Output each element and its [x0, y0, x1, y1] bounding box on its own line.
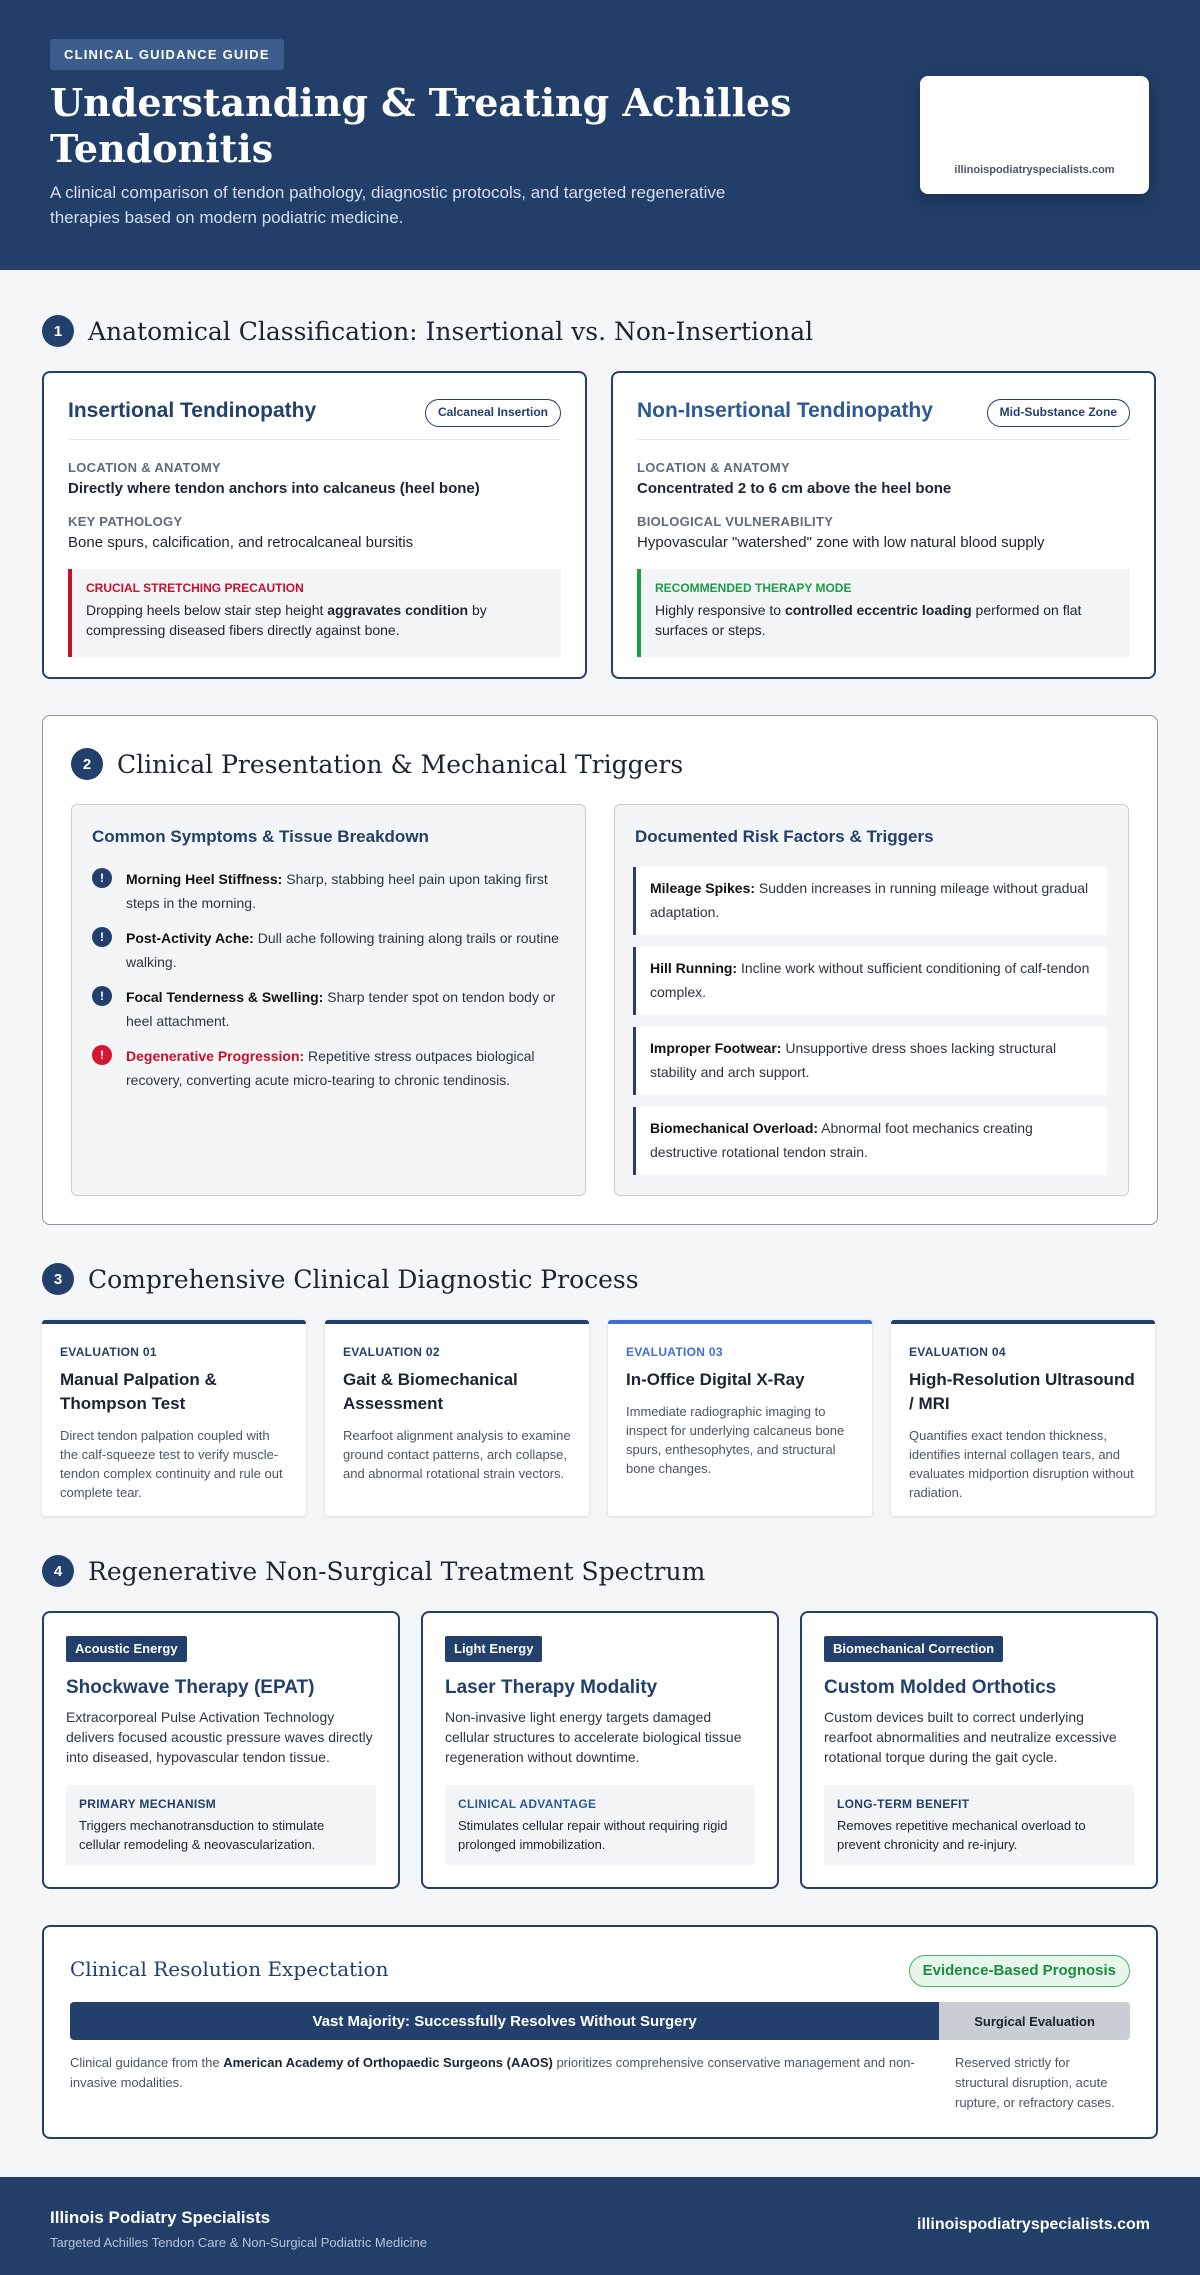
page-title: Understanding & Treating Achilles Tendonitis	[50, 80, 792, 171]
page-header	[0, 0, 1200, 270]
resolution-bar	[70, 2002, 1130, 2040]
list-item: ! Post-Activity Ache: Dull ache following training along trails or routine walking.	[92, 926, 562, 974]
treatment-detail: CLINICAL ADVANTAGE Stimulates cellular repair without requiring rigid prolonged immobilization.	[445, 1785, 755, 1865]
resolution-note: Clinical guidance from the American Academy of Orthopaedic Surgeons (AAOS) prioritizes comprehensive conservative management and non-invasive modalities.	[70, 2055, 915, 2090]
precaution-note	[68, 569, 561, 657]
evaluation-label: EVALUATION 03	[626, 1345, 723, 1359]
treatment-card	[800, 1611, 1158, 1889]
treatment-tag: Biomechanical Correction	[824, 1636, 1003, 1662]
evaluation-card	[608, 1320, 872, 1516]
panel-title: Common Symptoms & Tissue Breakdown	[92, 827, 429, 846]
risk-factors-panel	[614, 804, 1129, 1196]
alert-icon: !	[92, 927, 112, 947]
surgical-note: Reserved strictly for structural disruption, acute rupture, or refractory cases.	[955, 2055, 1115, 2110]
evaluation-label: EVALUATION 01	[60, 1345, 157, 1359]
evaluation-desc: Quantifies exact tendon thickness, identifies internal collagen tears, and evaluates midportion disruption without radiation.	[909, 1428, 1134, 1500]
evaluation-label: EVALUATION 02	[343, 1345, 440, 1359]
evaluation-card	[891, 1320, 1155, 1516]
evaluation-desc: Immediate radiographic imaging to inspect for underlying calcaneus bone spurs, enthesophytes, and structural bone changes.	[626, 1404, 845, 1476]
evaluation-desc: Rearfoot alignment analysis to examine ground contact patterns, arch collapse, and abnormal rotational strain vectors.	[343, 1428, 571, 1481]
treatment-detail: LONG-TERM BENEFIT Removes repetitive mechanical overload to prevent chronicity and re-injury.	[824, 1785, 1134, 1865]
evaluation-title: Manual Palpation & Thompson Test	[60, 1370, 217, 1413]
alert-icon: !	[92, 986, 112, 1006]
footer-website-link[interactable]: illinoispodiatryspecialists.com	[917, 2216, 1150, 2233]
alert-icon: !	[92, 868, 112, 888]
field-value: Bone spurs, calcification, and retrocalcaneal bursitis	[68, 534, 414, 551]
surgical-segment: Surgical Evaluation	[939, 2002, 1130, 2040]
treatment-title: Laser Therapy Modality	[445, 1677, 658, 1698]
section2-heading	[71, 748, 683, 780]
section-number: 4	[42, 1555, 74, 1587]
resolution-panel	[42, 1925, 1158, 2139]
section-number: 1	[42, 315, 74, 347]
section3-heading	[42, 1263, 639, 1295]
guide-badge: CLINICAL GUIDANCE GUIDE	[50, 39, 284, 70]
field-value: Directly where tendon anchors into calcaneus (heel bone)	[68, 480, 480, 497]
field-label: LOCATION & ANATOMY	[637, 460, 790, 475]
footer-brand: Illinois Podiatry Specialists	[50, 2208, 271, 2227]
field-value: Hypovascular "watershed" zone with low natural blood supply	[637, 534, 1045, 551]
evaluation-card	[42, 1320, 306, 1516]
insertional-card	[42, 371, 587, 679]
section1-heading	[42, 315, 813, 347]
evaluation-label: EVALUATION 04	[909, 1345, 1006, 1359]
panel-title: Documented Risk Factors & Triggers	[635, 827, 934, 846]
risk-item: Improper Footwear: Unsupportive dress shoes lacking structural stability and arch support.	[633, 1027, 1107, 1095]
treatment-tag: Acoustic Energy	[66, 1636, 187, 1662]
field-label: KEY PATHOLOGY	[68, 514, 183, 529]
footer-tagline: Targeted Achilles Tendon Care & Non-Surgical Podiatric Medicine	[50, 2235, 427, 2250]
evaluation-title: In-Office Digital X-Ray	[626, 1370, 805, 1389]
evaluation-card	[325, 1320, 589, 1516]
section4-heading	[42, 1555, 705, 1587]
logo-url: illinoispodiatryspecialists.com	[954, 164, 1115, 176]
therapy-note	[637, 569, 1130, 657]
field-label: LOCATION & ANATOMY	[68, 460, 221, 475]
treatment-desc: Custom devices built to correct underlying rearfoot abnormalities and neutralize excessive rotational torque during the gait cycle.	[824, 1709, 1117, 1765]
treatment-tag: Light Energy	[445, 1636, 542, 1662]
card-title: Non-Insertional Tendinopathy	[637, 399, 933, 422]
section-title: Clinical Presentation & Mechanical Triggers	[117, 749, 684, 779]
evaluation-title: High-Resolution Ultrasound / MRI	[909, 1370, 1135, 1413]
section-title: Regenerative Non-Surgical Treatment Spectrum	[88, 1556, 706, 1586]
treatment-card	[42, 1611, 400, 1889]
card-title: Insertional Tendinopathy	[68, 399, 317, 422]
evaluation-title: Gait & Biomechanical Assessment	[343, 1370, 518, 1413]
divider	[637, 439, 1130, 440]
list-item: ! Focal Tenderness & Swelling: Sharp tender spot on tendon body or heel attachment.	[92, 985, 562, 1033]
logo-card[interactable]	[920, 76, 1149, 194]
treatment-desc: Non-invasive light energy targets damaged cellular structures to accelerate biological tissue regeneration without downtime.	[445, 1709, 742, 1765]
resolution-title: Clinical Resolution Expectation	[70, 1957, 389, 1981]
evaluation-desc: Direct tendon palpation coupled with the calf-squeeze test to verify muscle-tendon complex continuity and rule out complete tear.	[60, 1428, 283, 1500]
page-footer	[0, 2177, 1200, 2275]
note-text: Highly responsive to controlled eccentric loading performed on flat surfaces or steps.	[655, 602, 1082, 638]
risk-item: Hill Running: Incline work without sufficient conditioning of calf-tendon complex.	[633, 947, 1107, 1015]
treatment-detail: PRIMARY MECHANISM Triggers mechanotransduction to stimulate cellular remodeling & neovascularization.	[66, 1785, 376, 1865]
section-number: 2	[71, 748, 103, 780]
page-subtitle: A clinical comparison of tendon pathology, diagnostic protocols, and targeted regenerative therapies based on modern podiatric medicine.	[50, 183, 726, 227]
warning-icon: !	[92, 1045, 112, 1065]
section-title: Comprehensive Clinical Diagnostic Process	[88, 1264, 639, 1294]
card-pill: Calcaneal Insertion	[425, 399, 561, 427]
field-label: BIOLOGICAL VULNERABILITY	[637, 514, 834, 529]
section-title: Anatomical Classification: Insertional vs. Non-Insertional	[88, 316, 814, 346]
treatment-card	[421, 1611, 779, 1889]
list-item: ! Degenerative Progression: Repetitive stress outpaces biological recovery, converting acute micro-tearing to chronic tendinosis.	[92, 1044, 562, 1092]
card-pill: Mid-Substance Zone	[987, 399, 1130, 427]
treatment-title: Shockwave Therapy (EPAT)	[66, 1677, 315, 1698]
treatment-title: Custom Molded Orthotics	[824, 1677, 1057, 1698]
field-value: Concentrated 2 to 6 cm above the heel bone	[637, 480, 952, 497]
treatment-desc: Extracorporeal Pulse Activation Technology delivers focused acoustic pressure waves directly into diseased, hypovascular tendon tissue.	[66, 1709, 373, 1765]
note-text: Dropping heels below stair step height aggravates condition by compressing diseased fibers directly against bone.	[86, 602, 487, 638]
section-number: 3	[42, 1263, 74, 1295]
divider	[68, 439, 561, 440]
non-surgical-segment: Vast Majority: Successfully Resolves Without Surgery	[70, 2002, 939, 2040]
note-label: RECOMMENDED THERAPY MODE	[655, 581, 852, 595]
non-insertional-card	[611, 371, 1156, 679]
prognosis-badge: Evidence-Based Prognosis	[909, 1955, 1130, 1987]
list-item: ! Morning Heel Stiffness: Sharp, stabbing heel pain upon taking first steps in the morning.	[92, 867, 562, 915]
note-label: CRUCIAL STRETCHING PRECAUTION	[86, 581, 304, 595]
risk-item: Mileage Spikes: Sudden increases in running mileage without gradual adaptation.	[633, 867, 1107, 935]
symptoms-panel	[71, 804, 586, 1196]
risk-item: Biomechanical Overload: Abnormal foot mechanics creating destructive rotational tendon strain.	[633, 1107, 1107, 1175]
